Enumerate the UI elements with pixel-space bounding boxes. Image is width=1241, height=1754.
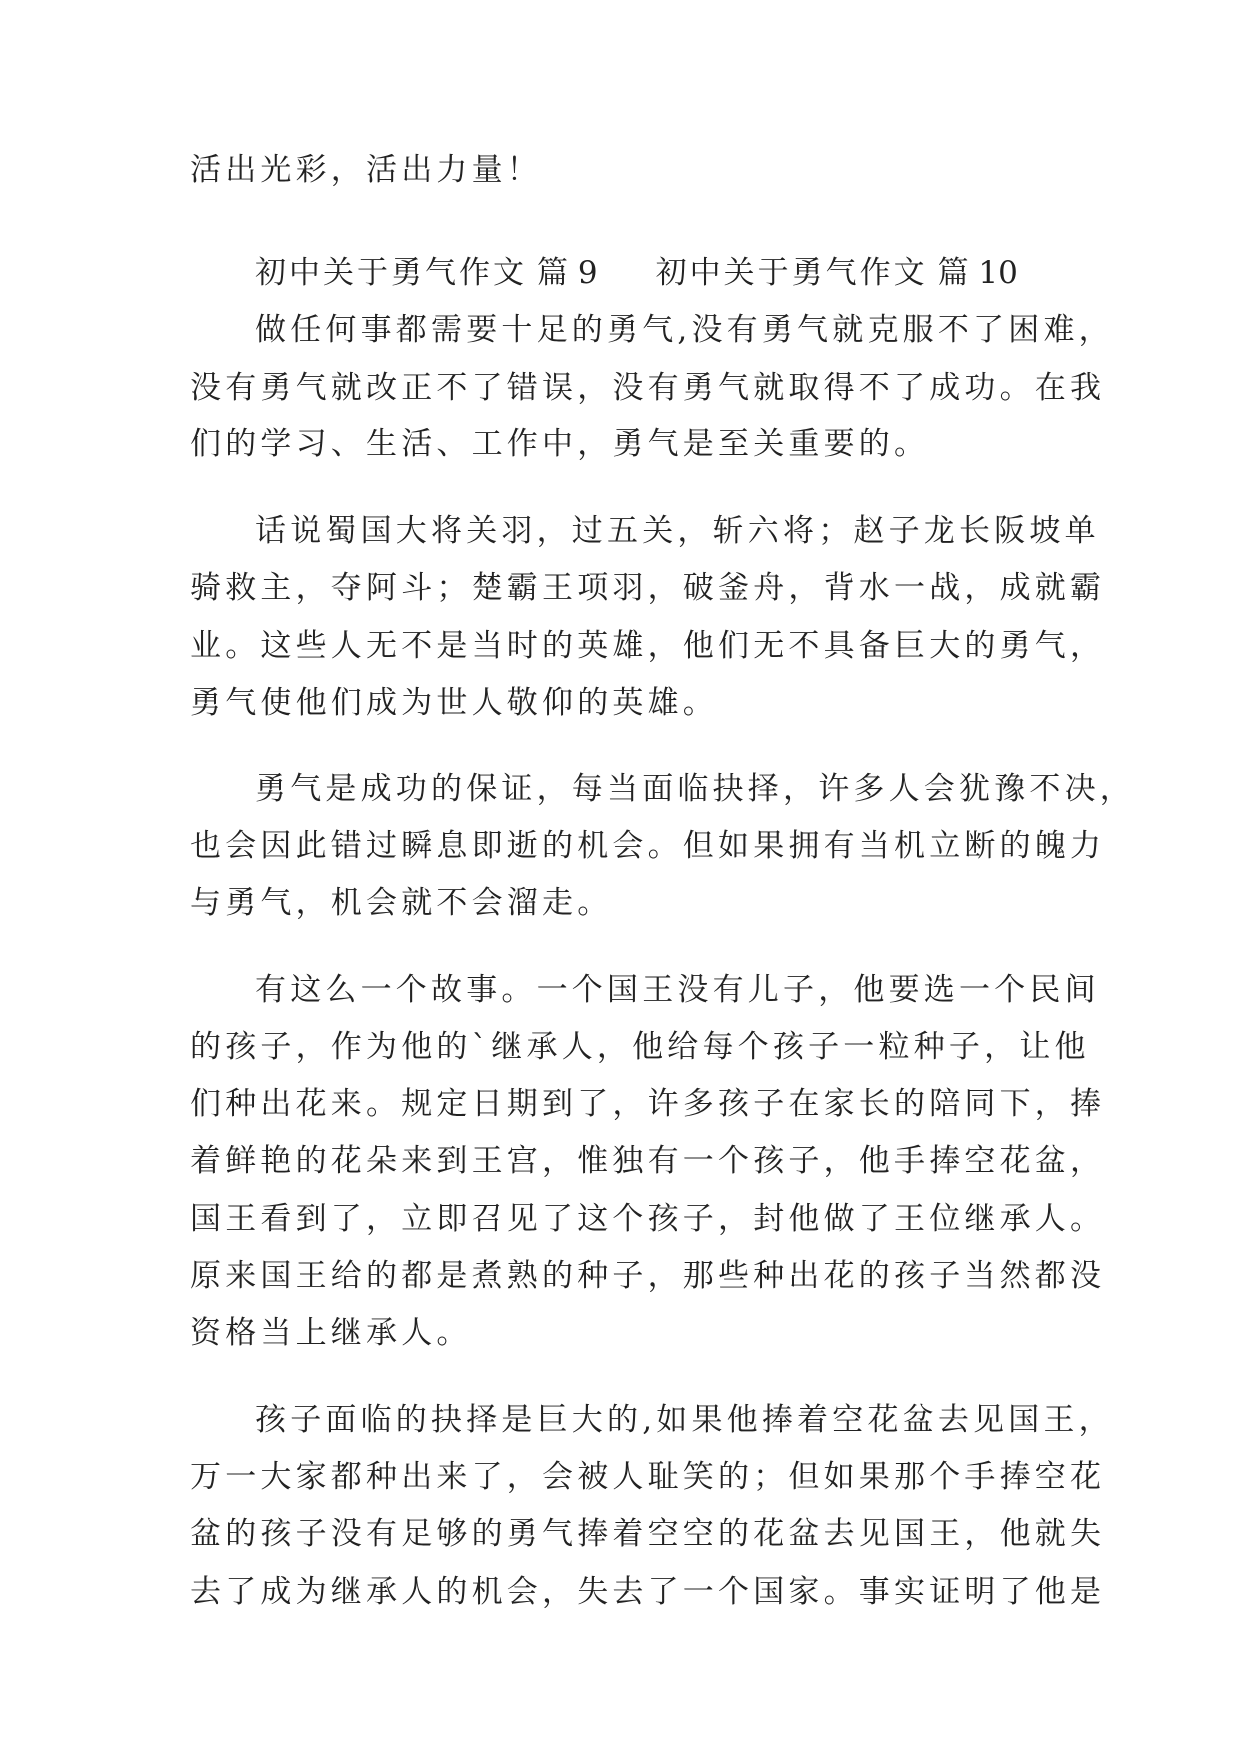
paragraph-line: 万一大家都种出来了，会被人耻笑的；但如果那个手捧空花 [190, 1459, 1106, 1495]
paragraph-line: 国王看到了，立即召见了这个孩子，封他做了王位继承人。 [190, 1201, 1106, 1237]
heading-9-title: 初中关于勇气作文 [255, 255, 527, 291]
heading-10-title: 初中关于勇气作文 [655, 255, 928, 291]
paragraph-line: 的孩子，作为他的`继承人，他给每个孩子一粒种子，让他 [190, 1029, 1090, 1065]
text-line: 活出光彩，活出力量！ [190, 152, 542, 188]
paragraph-line: 业。这些人无不是当时的英雄，他们无不具备巨大的勇气， [190, 628, 1106, 664]
paragraph-line: 着鲜艳的花朵来到王宫，惟独有一个孩子，他手捧空花盆， [190, 1143, 1106, 1179]
paragraph-line: 资格当上继承人。 [190, 1315, 472, 1351]
paragraph-line: 勇气是成功的保证，每当面临抉择，许多人会犹豫不决， [255, 771, 1135, 807]
paragraph-line: 们的学习、生活、工作中，勇气是至关重要的。 [190, 426, 930, 462]
paragraph-line: 骑救主，夺阿斗；楚霸王项羽，破釜舟，背水一战，成就霸 [190, 570, 1106, 606]
paragraph-line: 勇气使他们成为世人敬仰的英雄。 [190, 685, 718, 721]
paragraph-line: 没有勇气就改正不了错误，没有勇气就取得不了成功。在我 [190, 370, 1106, 406]
paragraph-line: 与勇气，机会就不会溜走。 [190, 885, 613, 921]
section-headings [255, 253, 1018, 293]
heading-9-number: 篇 9 [537, 255, 598, 291]
paragraph-line: 做任何事都需要十足的勇气,没有勇气就克服不了困难， [255, 312, 1114, 348]
paragraph-line: 有这么一个故事。一个国王没有儿子，他要选一个民间 [255, 972, 1100, 1008]
heading-10-number: 篇 10 [937, 255, 1018, 291]
paragraph-line: 去了成为继承人的机会，失去了一个国家。事实证明了他是 [190, 1574, 1106, 1610]
paragraph-line: 盆的孩子没有足够的勇气捧着空空的花盆去见国王，他就失 [190, 1516, 1106, 1552]
paragraph-line: 孩子面临的抉择是巨大的,如果他捧着空花盆去见国王， [255, 1402, 1114, 1438]
paragraph-line: 原来国王给的都是煮熟的种子，那些种出花的孩子当然都没 [190, 1258, 1106, 1294]
paragraph-line: 话说蜀国大将关羽，过五关，斩六将；赵子龙长阪坡单 [255, 513, 1100, 549]
paragraph-line: 也会因此错过瞬息即逝的机会。但如果拥有当机立断的魄力 [190, 828, 1106, 864]
paragraph-line: 们种出花来。规定日期到了，许多孩子在家长的陪同下，捧 [190, 1086, 1106, 1122]
